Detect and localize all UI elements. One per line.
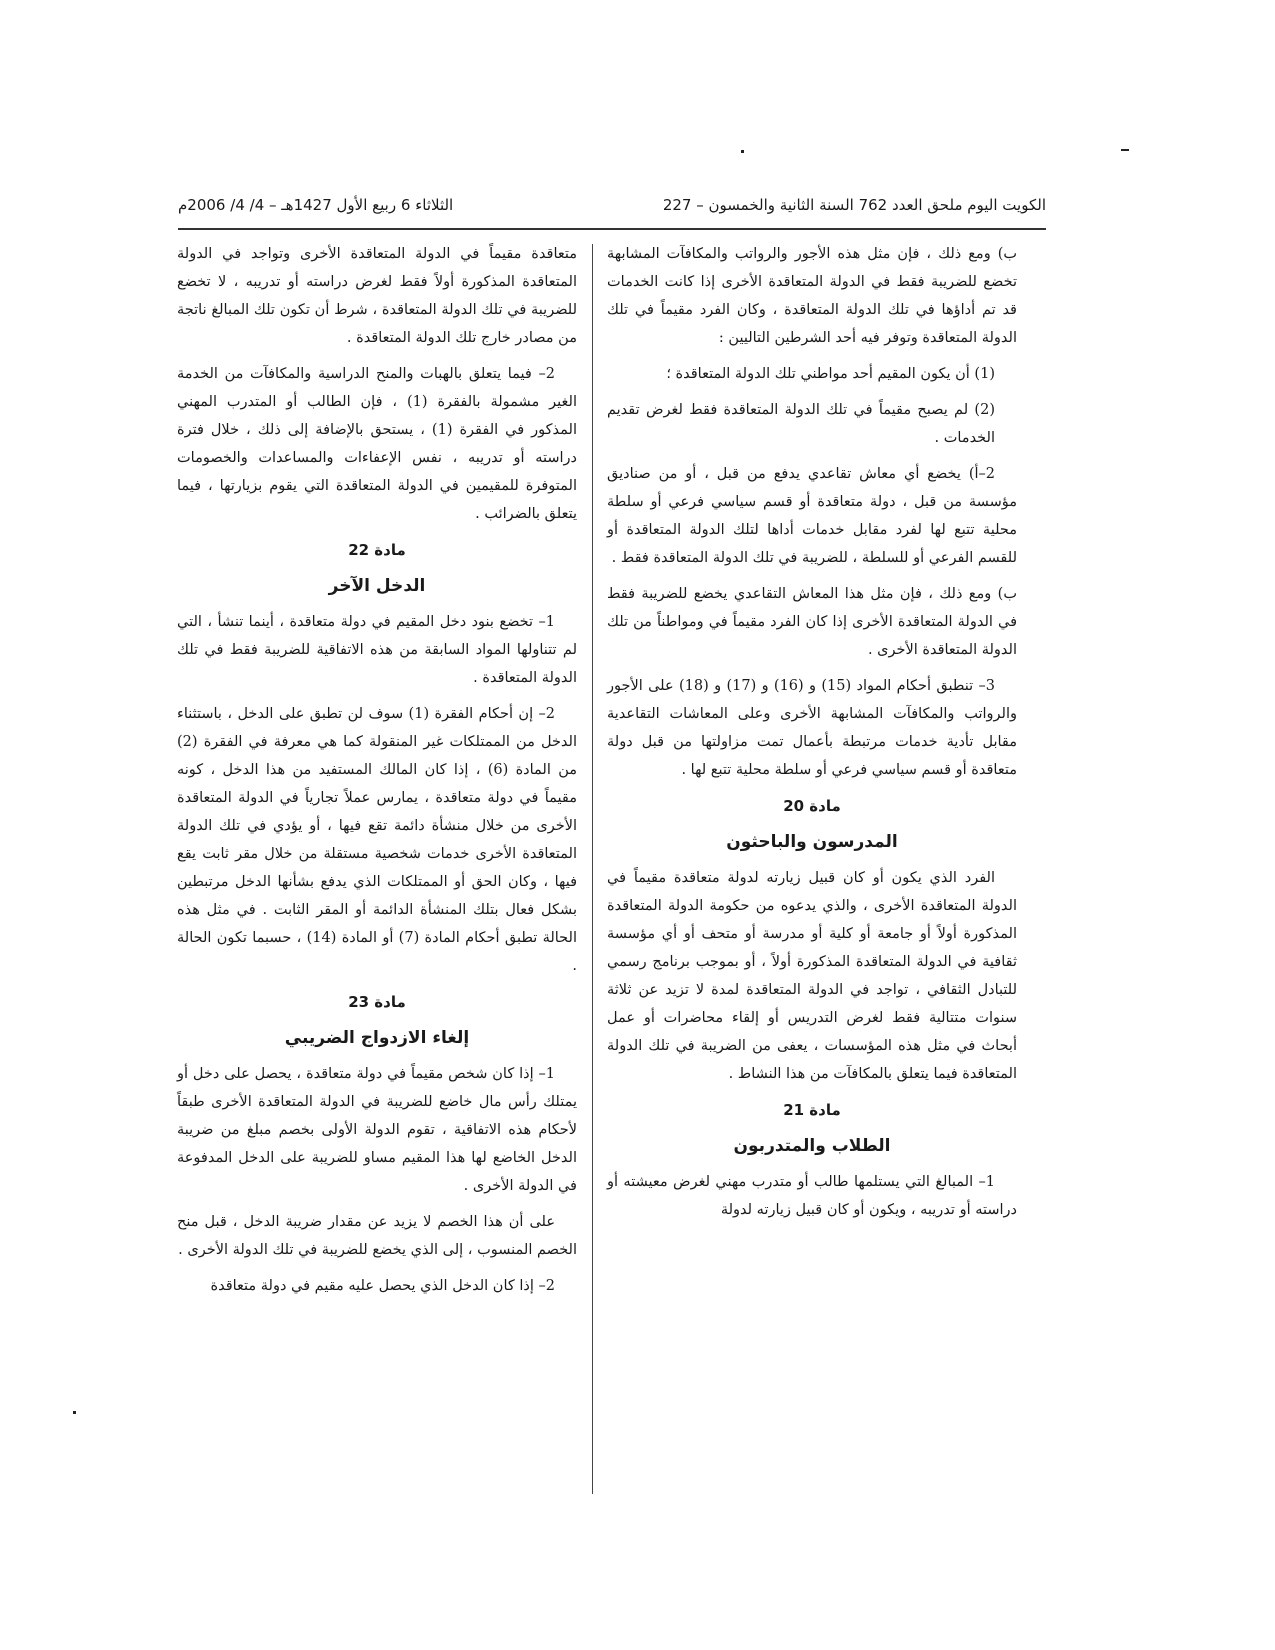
article-title: الطلاب والمتدربون [733, 1136, 891, 1156]
paragraph: 2– إذا كان الدخل الذي يحصل عليه مقيم في دولة متعاقدة [210, 1278, 555, 1294]
article-title: إلغاء الازدواج الضريبي [284, 1028, 470, 1048]
paragraph: (2) لم يصبح مقيماً في تلك الدولة المتعاقدة فقط لغرض تقديم الخدمات . [607, 402, 995, 446]
header-date: الثلاثاء 6 ربيع الأول 1427هـ – 4/ 4/ 2006م [178, 196, 454, 214]
paragraph: على أن هذا الخصم لا يزيد عن مقدار ضريبة الدخل ، قبل منح الخصم المنسوب ، إلى الذي يخضع للضريبة في تلك الدولة الأخرى . [177, 1214, 577, 1258]
header-divider [178, 228, 1046, 230]
paragraph: 2– إن أحكام الفقرة (1) سوف لن تطبق على الدخل ، باستثناء الدخل من الممتلكات غير المنقولة كما هي معرفة في الفقرة (2) من المادة (6) ، إذا كان المالك المستفيد من هذا الدخل ، كونه مقيماً في دولة متعاقدة ، يمارس عملاً تجارياً في الدولة المتعاقدة الأخرى من خلال منشأة دائمة تقع فيها ، أو يؤدي في تلك الدولة المتعاقدة الأخرى خدمات شخصية مستقلة من خلال مقر ثابت يقع فيها ، وكان الحق أو الممتلكات الذي يدفع بشأنها الدخل مرتبطين بشكل فعال بتلك المنشأة الدائمة أو المقر الثابت . في مثل هذه الحالة تطبق أحكام المادة (7) أو المادة (14) ، حسبما تكون الحالة . [177, 706, 577, 974]
paragraph: 1– المبالغ التي يستلمها طالب أو متدرب مهني لغرض معيشته أو دراسته أو تدريبه ، ويكون أو كان قبيل زيارته لدولة [607, 1174, 1017, 1218]
paragraph: ب) ومع ذلك ، فإن مثل هذا المعاش التقاعدي يخضع للضريبة فقط في الدولة المتعاقدة الأخرى إذا كان الفرد مقيماً في ومواطناً من تلك الدولة المتعاقدة الأخرى . [607, 586, 1017, 658]
paragraph: الفرد الذي يكون أو كان قبيل زيارته لدولة متعاقدة مقيماً في الدولة المتعاقدة الأخرى ، والذي يدعوه من حكومة الدولة المتعاقدة المذكورة أولاً أو جامعة أو كلية أو مدرسة أو متحف أو أي مؤسسة ثقافية في الدولة المتعاقدة المذكورة أولاً ، أو بموجب برنامج رسمي للتبادل الثقافي ، تواجد في الدولة المتعاقدة لمدة لا تزيد عن ثلاثة سنوات متتالية فقط لغرض التدريس أو إلقاء محاضرات أو عمل أبحاث في مثل هذه المؤسسات ، يعفى من الضريبة في تلك الدولة المتعاقدة فيما يتعلق بالمكافآت من هذا النشاط . [607, 870, 1017, 1082]
page-header [178, 196, 1046, 220]
article-number: مادة 21 [783, 1101, 841, 1119]
article-number: مادة 20 [783, 797, 841, 815]
paragraph: متعاقدة مقيماً في الدولة المتعاقدة الأخرى وتواجد في الدولة المتعاقدة المذكورة أولاً فقط لغرض دراسته أو تدريبه ، لا تخضع للضريبة في تلك الدولة المتعاقدة ، شرط أن تكون تلك المبالغ ناتجة من مصادر خارج تلك الدولة المتعاقدة . [177, 246, 577, 346]
right-column [607, 240, 1017, 1232]
left-column [177, 240, 577, 1308]
article-number: مادة 22 [348, 541, 406, 559]
paragraph: ب) ومع ذلك ، فإن مثل هذه الأجور والرواتب والمكافآت المشابهة تخضع للضريبة فقط في الدولة المتعاقدة الأخرى إذا كانت الخدمات قد تم أداؤها في تلك الدولة المتعاقدة ، وكان الفرد مقيماً في تلك الدولة المتعاقدة وتوفر فيه أحد الشرطين التاليين : [607, 246, 1017, 346]
paragraph: 1– إذا كان شخص مقيماً في دولة متعاقدة ، يحصل على دخل أو يمتلك رأس مال خاضع للضريبة في الدولة المتعاقدة الأخرى طبقاً لأحكام هذه الاتفاقية ، تقوم الدولة الأولى بخصم مبلغ من ضريبة الدخل الخاضع لها هذا المقيم مساو للضريبة على الدخل المدفوعة في الدولة الأخرى . [177, 1066, 577, 1194]
scan-speck [1121, 149, 1129, 151]
scan-speck [741, 150, 744, 153]
scan-speck [73, 1411, 76, 1414]
article-title: المدرسون والباحثون [726, 832, 898, 852]
article-number: مادة 23 [348, 993, 406, 1011]
paragraph: 2– فيما يتعلق بالهبات والمنح الدراسية والمكافآت من الخدمة الغير مشمولة بالفقرة (1) ، فإن الطالب أو المتدرب المهني المذكور في الفقرة (1) ، يستحق بالإضافة إلى ذلك ، خلال فترة دراسته أو تدريبه ، نفس الإعفاءات والمساعدات والخصومات المتوفرة للمقيمين في الدولة المتعاقدة التي يقوم بزيارتها ، فيما يتعلق بالضرائب . [177, 366, 578, 522]
paragraph: 3– تنطبق أحكام المواد (15) و (16) و (17) و (18) على الأجور والرواتب والمكافآت المشابهة الأخرى وعلى المعاشات التقاعدية مقابل تأدية خدمات مرتبطة بأعمال تمت مزاولتها من قبل دولة متعاقدة أو قسم سياسي فرعي أو سلطة محلية تتبع لها . [607, 678, 1017, 778]
paragraph: (1) أن يكون المقيم أحد مواطني تلك الدولة المتعاقدة ؛ [666, 366, 995, 382]
article-title: الدخل الآخر [328, 576, 426, 596]
column-divider [592, 244, 593, 1494]
paragraph: 2–أ) يخضع أي معاش تقاعدي يدفع من قبل ، أو من صناديق مؤسسة من قبل ، دولة متعاقدة أو قسم سياسي فرعي أو سلطة محلية تتبع لها لفرد مقابل خدمات أداها لتلك الدولة المتعاقدة أو للقسم الفرعي أو للسلطة ، للضريبة في تلك الدولة المتعاقدة فقط . [607, 466, 1017, 566]
header-publication: الكويت اليوم ملحق العدد 762 السنة الثانية والخمسون – 227 [662, 196, 1046, 214]
paragraph: 1– تخضع بنود دخل المقيم في دولة متعاقدة ، أينما تنشأ ، التي لم تتناولها المواد السابقة من هذه الاتفاقية للضريبة فقط في تلك الدولة المتعاقدة . [177, 614, 577, 686]
